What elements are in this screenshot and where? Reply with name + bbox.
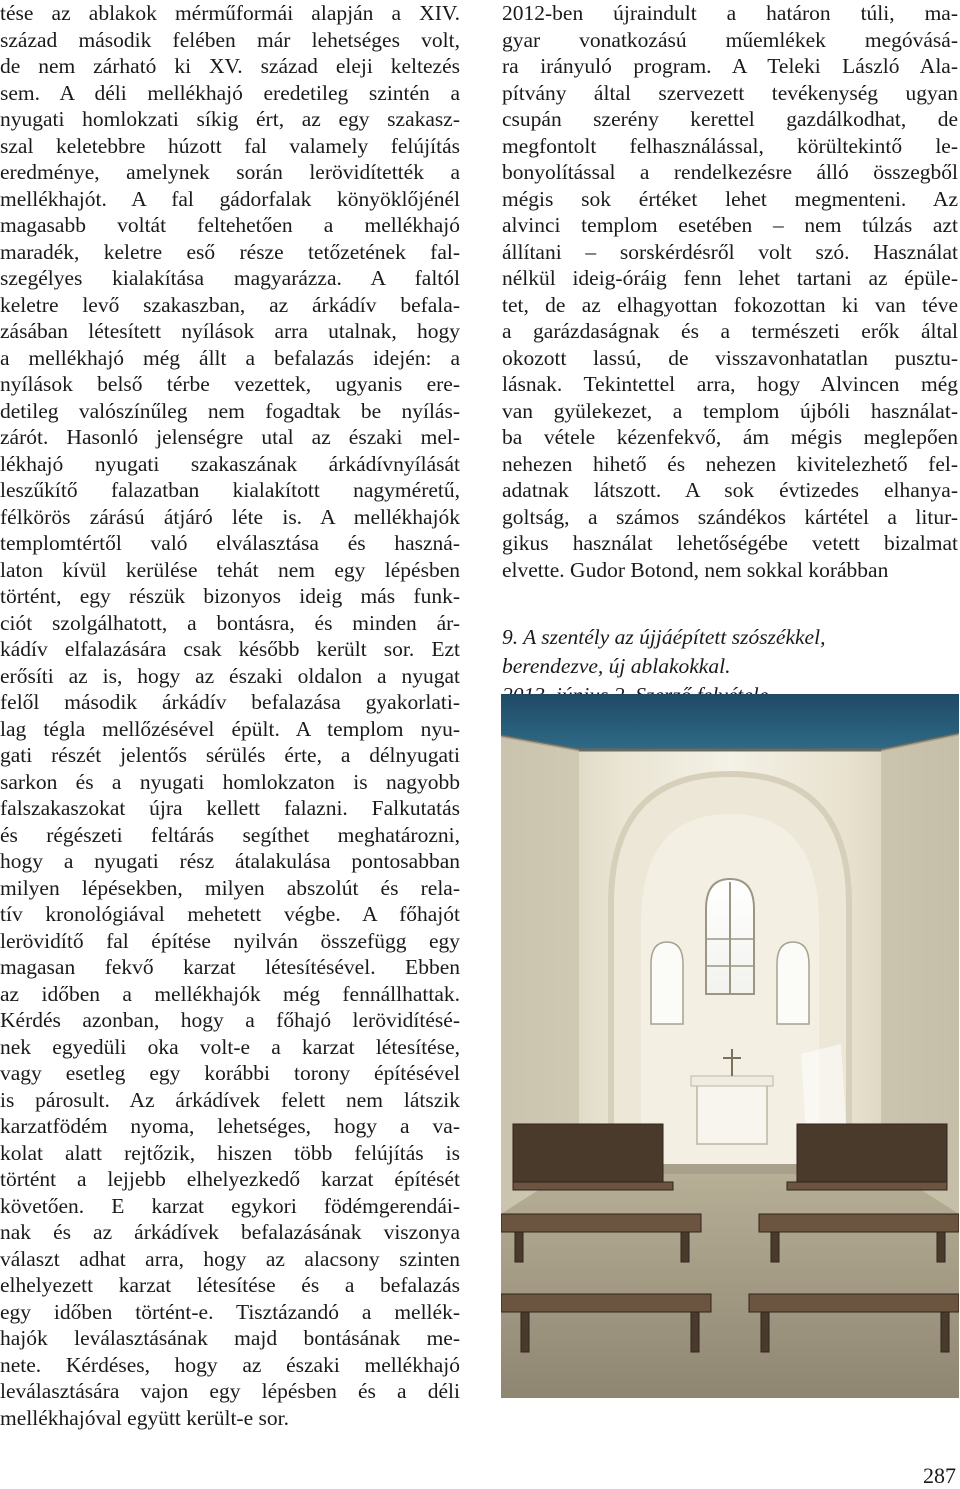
- caption-line: 9. A szentély az újjáépített szószékkel,: [502, 625, 826, 649]
- text-line: bonyolítással a rendelkezésre álló összegből: [502, 160, 958, 184]
- text-line: nek egyedüli oka volt-e a karzat létesítése,: [0, 1034, 460, 1059]
- text-line: sarkon és a nyugati homlokzaton is nagyobb: [0, 769, 460, 794]
- text-line: tív kronológiával mehetett végbe. A főhajót: [0, 902, 460, 926]
- text-line: lékhajó nyugati szakaszának árkádívnyílását: [0, 451, 460, 476]
- page-number: 287: [923, 1463, 956, 1488]
- text-line: nehezen hihető és nehezen kivitelezhető fel-: [502, 451, 958, 476]
- text-line: falszakaszokat újra kellett falazni. Falkutatás: [0, 796, 460, 820]
- text-line: nélkül ideig-óráig fenn lehet tartani az épüle-: [502, 266, 958, 290]
- text-line: tése az ablakok mérműformái alapján a XIV.: [0, 1, 460, 25]
- text-line: lásnak. Tekintettel arra, hogy Alvincen még: [502, 372, 958, 396]
- text-line: leválasztására vajon egy lépésben és a déli: [0, 1379, 460, 1403]
- text-line: van gyülekezet, a templom újbóli használat-: [502, 398, 958, 423]
- text-line: Kérdés azonban, hogy a főhajó lerövidítésé-: [0, 1008, 460, 1032]
- text-line: laton kívül kerülése tehát nem egy lépésben: [0, 557, 460, 582]
- text-line: követően. E karzat egykori födémgerendái-: [0, 1193, 460, 1218]
- right-text-column: [502, 0, 958, 583]
- text-line: okozott lassú, de visszavonhatatlan pusztu-: [502, 345, 958, 370]
- text-line: ciót szolgálhatott, a bontásra, és minden ár-: [0, 610, 460, 635]
- text-line: zárót. Hasonló jelenségre utal az északi mel-: [0, 425, 460, 449]
- text-line: nete. Kérdéses, hogy az északi mellékhajó: [0, 1352, 460, 1377]
- text-line: magasan fekvő karzat létesítésével. Ebben: [0, 955, 460, 979]
- text-line: állítani – sorskérdésről volt szó. Használat: [502, 239, 958, 264]
- text-line: hogy a nyugati rész átalakulása pontosabban: [0, 849, 460, 873]
- text-line: gikus használat lehetőségébe vetett bizalmat: [502, 531, 958, 555]
- text-line: de nem zárható ki XV. század eleji keltezés: [0, 54, 460, 78]
- text-line: karzatfödém nyoma, lehetséges, hogy a va-: [0, 1114, 460, 1138]
- text-line: történt a lejjebb elhelyezkedő karzat építését: [0, 1167, 460, 1191]
- text-line: mellékhajót. A fal gádorfalak könyöklőjénél: [0, 186, 460, 211]
- text-line: elhelyezett karzat létesítése és a befalazás: [0, 1273, 460, 1297]
- text-line: nyílások belső térbe vezettek, ugyanis ere-: [0, 372, 460, 396]
- text-line: maradék, keletre eső része tetőzetének fal-: [0, 239, 460, 264]
- text-line: is párosult. Az árkádívek felett nem látszik: [0, 1087, 460, 1112]
- text-line: mégis sok értéket lehet megmenteni. Az: [502, 186, 958, 211]
- text-line: csupán szerény kerettel gazdálkodhat, de: [502, 107, 958, 131]
- text-line: sem. A déli mellékhajó eredetileg szintén a: [0, 80, 460, 105]
- text-line: a garázdaságnak és a természeti erők által: [502, 319, 958, 343]
- text-line: egy időben történt-e. Tisztázandó a mellék-: [0, 1299, 460, 1324]
- text-line: az időben a mellékhajók még fennállhattak.: [0, 981, 460, 1006]
- text-line: vagy esetleg egy korábbi torony építésével: [0, 1061, 460, 1085]
- text-line: történt, egy részük bizonyos ideig más funk-: [0, 584, 460, 608]
- text-line: zásában létesített nyílások arra utalnak, hogy: [0, 319, 460, 343]
- text-line: nak és az árkádívek befalazásának viszonya: [0, 1220, 460, 1244]
- text-line: gati részét jelentős sérülés érte, a délnyugati: [0, 743, 460, 767]
- text-line: ra irányuló program. A Teleki László Ala-: [502, 54, 958, 78]
- text-line: gyar vonatkozású műemlékek megóvásá-: [502, 27, 958, 52]
- church-sanctuary-photo: [501, 694, 959, 1398]
- text-line: felől második árkádív befalazása gyakorlati-: [0, 690, 460, 714]
- text-line: lag tégla mellőzésével épült. A templom nyu-: [0, 716, 460, 741]
- text-line: kolat alatt rejtőzik, hiszen több felújítás is: [0, 1140, 460, 1165]
- text-line: a mellékhajó még állt a befalazás idején: a: [0, 345, 460, 370]
- text-line: leszűkítő falazatban kialakított nagyméretű,: [0, 478, 460, 502]
- text-line: mellékhajóval együtt került-e sor.: [0, 1405, 289, 1430]
- text-line: eredménye, amelynek során lerövidítették a: [0, 160, 460, 184]
- text-line: tet, de az elhagyottan fokozottan ki van téve: [502, 292, 958, 317]
- text-line: keletre levő szakaszban, az árkádív befala-: [0, 292, 460, 317]
- text-line: ba vétele kézenfekvő, ám mégis meglepően: [502, 425, 958, 449]
- text-line: század második felében már lehetséges volt,: [0, 27, 460, 52]
- text-line: és régészeti feltárás segíthet meghatározni,: [0, 822, 460, 847]
- text-line: szegélyes kialakítása magyarázza. A faltól: [0, 266, 460, 290]
- text-line: megfontolt felhasználással, körültekintő le-: [502, 133, 958, 158]
- text-line: milyen lépésekben, milyen abszolút és rela-: [0, 875, 460, 900]
- caption-line: berendezve, új ablakokkal.: [502, 654, 731, 678]
- text-line: goltság, a számos szándékos kártétel a litur-: [502, 504, 958, 529]
- text-line: 2012-ben újraindult a határon túli, ma-: [502, 1, 958, 25]
- text-line: detileg valószínűleg nem fogadtak be nyílás-: [0, 398, 460, 423]
- text-line: elvette. Gudor Botond, nem sokkal korábban: [502, 557, 889, 582]
- text-line: lerövidítő fal építése nyilván összefügg egy: [0, 928, 460, 953]
- text-line: alvinci templom esetében – nem túlzás azt: [502, 213, 958, 237]
- text-line: félkörös zárású átjáró léte is. A mellékhajók: [0, 504, 460, 529]
- text-line: templomtértől való elválasztása és haszná-: [0, 531, 460, 555]
- text-line: adatnak látszott. A sok évtizedes elhanya-: [502, 478, 958, 502]
- text-line: szal keletebbre húzott fal valamely felújítás: [0, 133, 460, 158]
- text-line: nyugati homlokzati síkig ért, az egy szakasz-: [0, 107, 460, 131]
- left-text-column: [0, 0, 460, 1431]
- text-line: erősíti az is, hogy az északi oldalon a nyugat: [0, 663, 460, 688]
- text-line: kádív elfalazására csak később került sor. Ezt: [0, 637, 460, 661]
- text-line: pítvány által szervezett tevékenység ugyan: [502, 80, 958, 105]
- text-line: hajók leválasztásának majd bontásának me-: [0, 1326, 460, 1350]
- text-line: magasabb voltát feltehetően a mellékhajó: [0, 213, 460, 237]
- text-line: választ adhat arra, hogy az alacsony szinten: [0, 1246, 460, 1271]
